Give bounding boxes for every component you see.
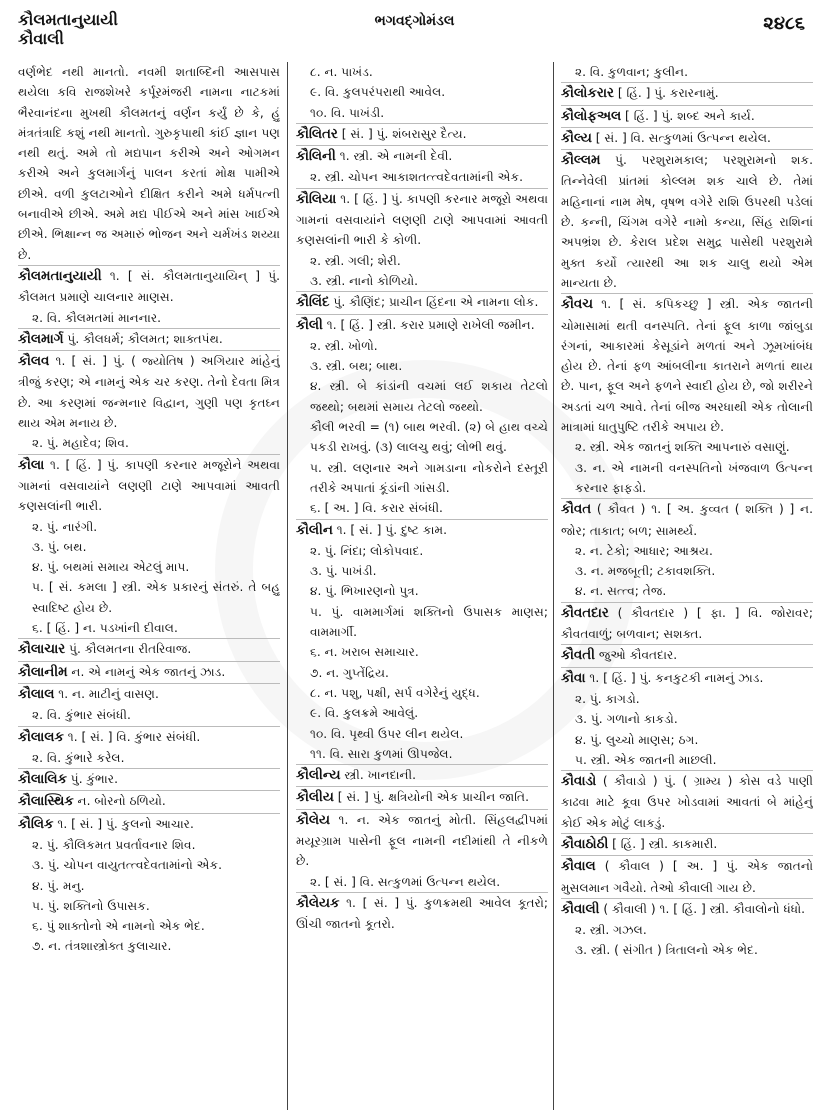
sense-line: ૪. પું. લુચ્ચો માણસ; ઠગ.: [575, 732, 699, 747]
column-1: [18, 62, 280, 1112]
dictionary-entry: [296, 519, 548, 541]
dictionary-entry: [18, 813, 280, 835]
guide-last-word: કૌવાલી: [18, 29, 64, 48]
headword: કૌવાલી: [561, 901, 600, 917]
headword: કૌલવ: [18, 354, 50, 370]
headword: કૌલિંદ: [296, 295, 330, 311]
definition-text: [ સં. ] પું. ક્ષત્રિયોની એક પ્રાચીન જાતિ.: [333, 790, 529, 805]
sense-line: ૧૦. વિ. પાખંડી.: [310, 105, 385, 120]
dictionary-entry: [296, 764, 548, 786]
dictionary-entry: [561, 602, 813, 645]
definition-text: ન. બોરનો ઠળિયો.: [73, 794, 166, 809]
sense-line: ૯. વિ. કુલક્રમે આવેલું.: [310, 706, 419, 721]
headword: કૌલોફઅલ: [561, 108, 622, 124]
definition-text: ( કૌવાડો ) પું. ( ગ્રામ્ય ) કોસ વડે પાણી કાઢવા માટે કૂવા ઉપર ખોડવામાં આવતાં બે માંહેનું કોઈ એક મોટું લાકડું.: [561, 774, 813, 830]
sense-line: ૫. પું. શક્તિનો ઉપાસક.: [32, 898, 150, 913]
definition-text: સ્ત્રી. ખાનદાની.: [340, 768, 416, 783]
dictionary-entry: [561, 105, 813, 127]
sense-line: ૫. [ સં. કમલા ] સ્ત્રી. એક પ્રકારનું સંતરું. તે બહુ સ્વાદિષ્ટ હોય છે.: [32, 580, 280, 615]
dictionary-columns: [18, 62, 813, 1112]
definition-text: [ હિં. ] પું. કરારનામું.: [613, 86, 719, 101]
dictionary-entry: [296, 809, 548, 872]
sense-line: કૌલી ભરવી = (૧) બાથ ભરવી. (૨) બે હાથ વચ્ચે પકડી રાખવું. (૩) લાલચુ થવું; લોભી થવું.: [310, 420, 548, 455]
headword: કૌલીન્ય: [296, 768, 341, 784]
definition-text: જુઓ કૌવતદાર.: [594, 648, 678, 663]
sense-line: ૬. [ અ. ] વિ. કરાર સંબંધી.: [310, 501, 443, 516]
definition-text: ૧. [ સં. ] પું. કુલનો આચાર.: [53, 816, 194, 831]
headword: કૌલાચાર: [18, 642, 66, 658]
headword: કૌલોકરાર: [561, 86, 614, 102]
headword: કૌવત: [561, 502, 592, 518]
sense-line: ૧૧. વિ. સારા કુળમાં ઊપજેલ.: [310, 746, 453, 761]
sense-line: ૫. પું. વામમાર્ગમાં શક્તિનો ઉપાસક માણસ; વામમાર્ગી.: [310, 604, 548, 640]
sense-line: ૨. સ્ત્રી. ગઝલ.: [575, 923, 647, 938]
definition-text: ૧. સ્ત્રી. એ નામની દેવી.: [335, 149, 453, 164]
definition-text: ( કૌવાલી ) ૧. [ હિં. ] સ્ત્રી. કૌવાલોનો ધંધો.: [599, 901, 806, 916]
sense-line: ૪. પું. મનુ.: [32, 878, 85, 893]
definition-text: ૧. [ સં. ] પું. દુષ્ટ કામ.: [332, 522, 447, 537]
definition-text: ૧. ન. માટીનું વાસણ.: [54, 686, 159, 701]
guide-first-word: કૌલમતાનુયાયી: [18, 10, 118, 29]
definition-text: ૧. [ સં. ] પું. કુળક્રમથી આવેલ કૂતરો; ઊંચી જાતનો કૂતરો.: [296, 895, 548, 932]
sense-line: ૬. [ હિં. ] ન. પડખાંની દીવાલ.: [32, 621, 178, 636]
dictionary-entry: [296, 892, 548, 935]
sense-line: ૩. ન. એ નામની વનસ્પતિનો ખંજવાળ ઉત્પન્ન કરનાર ફાફડો.: [575, 460, 813, 495]
dictionary-entry: [296, 314, 548, 336]
definition-text: ( કૌવત ) ૧. [ અ. કુવ્વત ( શક્તિ ) ] ન. જોર; તાકાત; બળ; સામર્થ્ય.: [561, 502, 813, 538]
headword: કૌવાડો: [561, 774, 597, 790]
definition-text: [ સં. ] પું. શંબરાસુર દૈત્ય.: [337, 126, 467, 141]
dictionary-entry: [18, 350, 280, 433]
dictionary-entry: [18, 454, 280, 517]
headword: કૌલાનીમ: [18, 664, 68, 680]
sense-line: ૪. પું. ભિખારણનો પુત્ર.: [310, 584, 419, 599]
sense-line: ૩. પું. બથ.: [32, 539, 87, 554]
dictionary-entry: [561, 667, 813, 689]
dictionary-entry: [18, 768, 280, 790]
headword: કૌલાસ્થિક: [18, 794, 74, 810]
dictionary-entry: [18, 790, 280, 812]
sense-line: ૪. સ્ત્રી. બે કાંડાંની વચમાં લઈ શકાય તેટલો જથ્થો; બથમાં સમાય તેટલો જથ્થો.: [310, 379, 548, 414]
headword: કૌલેયક: [296, 895, 340, 911]
sense-line: ૨. વિ. કુળવાન; કુલીન.: [575, 65, 689, 79]
headword: કૌલીય: [296, 790, 334, 806]
sense-line: ૨. પું. મહાદેવ; શિવ.: [32, 436, 129, 451]
continued-text: વર્ણભેદ નથી માનતો. નવમી શતાબ્દિની આસપાસ થયેલા કવિ રાજશેખરે કર્પૂરમંજરી નામના નાટકમાં ભૈરવાનંદના મુખથી કૌલમતનું વર્ણન કર્યું છે કે, હું મંત્રતંત્રાદિ કશું નથી માનતો. ગુરુકૃપાથી કાંઈ જ્ઞાન પણ નથી થતું. અમે તો મદ્યપાન કરીએ અને ઓગમન કરીએ અને કુલમાર્ગનું પાલન કરતાં મોક્ષ પામીએ છીએ. વળી કુલટાઓને દીક્ષિત કરીને અમે ધર્મપત્ની બનાવીએ છીએ. અમે મદ્ય પીઈએ અને માંસ ખાઈએ છીએ. ભિક્ષાન્ન જ અમારું ભોજન અને ચર્મખંડ શય્યા છે.: [18, 65, 280, 262]
headword: કૌલાલિક: [18, 772, 67, 788]
headword: કૌલિતર: [296, 126, 338, 142]
dictionary-entry: [18, 638, 280, 660]
definition-text: ૧. ન. એક જાતનું મોતી. સિંહલદ્વીપમાં મયૂરગ્રામ પાસેની ફૂલ નામની નદીમાંથી તે નીકળે છે.: [296, 812, 548, 869]
dictionary-entry: [18, 661, 280, 683]
sense-line: ૨. વિ. કૌલમતમાં માનનાર.: [32, 310, 162, 325]
sense-line: ૧૦. વિ. પૃથ્વી ઉપર લીન થયેલ.: [310, 726, 464, 741]
sense-line: ૩. પું. પાખંડી.: [310, 564, 377, 579]
sense-line: ૩. પું. ગળાનો કાકડો.: [575, 712, 678, 727]
column-3: [561, 62, 813, 1112]
dictionary-entry: [561, 770, 813, 833]
sense-line: ૪. ન. સત્ત્વ; તેજ.: [575, 584, 667, 599]
dictionary-entry: [561, 898, 813, 920]
sense-line: ૨. પું. કૌલિકમત પ્રવર્તાવનાર શિવ.: [32, 837, 196, 852]
sense-line: ૬. ન. ખરાબ સમાચાર.: [310, 645, 419, 660]
sense-line: ૨. પું. કાગડો.: [575, 691, 640, 706]
sense-line: ૨. સ્ત્રી. ગલી; શેરી.: [310, 253, 401, 268]
definition-text: પું. કૌલમતના રીતરિવાજ.: [65, 642, 192, 657]
definition-text: ૧. [ સં. કપિકચ્છુ ] સ્ત્રી. એક જાતની ચોમાસામાં થતી વનસ્પતિ. તેનાં ફૂલ કાળા જાંબુડા રંગનાં, આકારમાં કેસૂડાંને મળતાં અને ઝૂમખાંબંધ હોય છે. તેનાં ફળ આંબલીના કાતરાને મળતાં થાય છે. પાન, ફૂલ અને ફળને સ્વાદી હોય છે, જો શરીરને અડતાં ચળ આવે. તેનાં બીજ અરધાથી એક તોલાની માત્રામાં ધાતુપુષ્ટિ તરીકે અપાય છે.: [561, 297, 813, 435]
sense-line: ૫. સ્ત્રી. એક જાતની માછલી.: [575, 752, 717, 767]
sense-line: ૩. પું. ચોપન વાયુતત્ત્વદેવતામાંનો એક.: [32, 858, 223, 873]
headword: કૌવતદાર: [561, 605, 609, 621]
dictionary-entry: [561, 833, 813, 855]
definition-text: ૧. [ સં. કૌલમતાનુયાયિન્ ] પું. કૌલમત પ્રમાણે ચાલનાર માણસ.: [18, 268, 280, 305]
sense-line: ૨. વિ. કુંભારે કરેલ.: [32, 750, 125, 765]
sense-line: ૩. સ્ત્રી. ( સંગીત ) ત્રિતાલનો એક ભેદ.: [575, 943, 758, 958]
definition-text: ૧. [ હિં. ] પું. કનકુટકી નામનું ઝાડ.: [585, 670, 764, 685]
definition-text: પું. કુંભાર.: [66, 772, 118, 787]
dictionary-entry: [561, 82, 813, 104]
headword: કૌલમાર્ગ: [18, 331, 64, 347]
headword: કૌલિની: [296, 149, 336, 165]
definition-text: પું. કૌણિંદ; પ્રાચીન હિંદના એ નામના લોક.: [329, 295, 539, 310]
dictionary-entry: [296, 145, 548, 167]
sense-line: ૨. પું. નિંદા; લોકોપવાદ.: [310, 543, 424, 558]
dictionary-entry: [296, 291, 548, 313]
sense-line: ૭. ન. તંત્રશાસ્ત્રોક્ત કુલાચાર.: [32, 939, 172, 954]
definition-text: ૧. [ સં. ] વિ. કુંભાર સંબંધી.: [63, 729, 201, 744]
sense-line: ૫. સ્ત્રી. લણનાર અને ગામડાના નોકરોને દસ્તૂરી તરીકે અપાતાં કૂંડાંની ગાંસડી.: [310, 460, 548, 495]
definition-text: ( કૌવતદાર ) [ ફા. ] વિ. જોરાવર; કૌવતવાળું; બળવાન; સશક્ત.: [561, 605, 813, 642]
sense-line: ૨. સ્ત્રી. ખોળો.: [310, 338, 378, 353]
sense-line: ૩. ન. મજબૂતી; ટકાવશક્તિ.: [575, 564, 716, 579]
definition-text: ૧. [ હિં. ] સ્ત્રી. કરાર પ્રમાણે રાખેલી જમીન.: [322, 317, 535, 332]
headword: કૌલ્ય: [561, 130, 592, 146]
sense-line: ૨. વિ. કુંભાર સંબંધી.: [32, 708, 131, 723]
sense-line: ૨. સ્ત્રી. ચોપન આકાશતત્ત્વદેવતામાંની એક.: [310, 170, 523, 185]
page-number: ૨૪૮૬: [763, 13, 805, 34]
page-title: ભગવદ્ગોમંડલ: [374, 13, 455, 29]
headword: કૌલા: [18, 457, 45, 473]
definition-text: ૧. [ હિં. ] પું. કાપણી કરનાર મજૂરોને અથવા ગામનાં વસવાયાંને લણણી ટાણે આપવામાં આવતી કણસલાંની ભારી.: [18, 457, 280, 514]
definition-text: ૧. [ હિં. ] પું. કાપણી કરનાર મજૂરો અથવા ગામનાં વસવાયાંને લણણી ટાણે આપવામાં આવતી કણસલાંની ભારી કે કોળી.: [296, 191, 548, 248]
headword: કૌલાલક: [18, 729, 64, 745]
headword: કૌવાઠોઠી: [561, 836, 609, 852]
dictionary-entry: [18, 726, 280, 748]
headword: કૌલિયા: [296, 191, 337, 207]
headword: કૌવાલ: [561, 859, 596, 875]
headword: કૌલમતાનુયાયી: [18, 268, 102, 284]
headword: કૌલીન: [296, 522, 333, 538]
dictionary-entry: [296, 188, 548, 251]
sense-line: ૨. પું. નારંગી.: [32, 519, 98, 534]
headword: કૌલ્લમ: [561, 153, 601, 169]
dictionary-entry: [561, 293, 813, 437]
dictionary-entry: [296, 123, 548, 145]
definition-text: પું. કૌલધર્મ; કૌલમત; શાક્તપંથ.: [63, 331, 223, 346]
definition-text: ન. એ નામનું એક જાતનું ઝાડ.: [67, 664, 226, 679]
definition-text: ૧. [ સં. ] પું. ( જ્યોતિષ ) અગિયાર માંહેનું ત્રીજું કરણ; એ નામનું એક ચર કરણ. તેનો દેવતા મિત્ર છે. આ કરણમાં જન્મનાર વિદ્વાન, ગુણી પણ કૃતઘ્ન થાય એમ મનાય છે.: [18, 354, 280, 431]
headword: કૌલી: [296, 317, 323, 333]
headword: કૌવચ: [561, 297, 593, 313]
sense-line: ૨. સ્ત્રી. એક જાતનું શક્તિ આપનારું વસાણું.: [575, 440, 790, 455]
dictionary-entry: [18, 265, 280, 308]
sense-line: ૮. ન. પશુ, પક્ષી, સર્પ વગેરેનું યુદ્ધ.: [310, 685, 480, 700]
headword: કૌવા: [561, 670, 586, 686]
definition-text: પું. પરશુરામકાલ; પરશુરામનો શક. તિન્નેવેલી પ્રાંતમાં કોલ્લમ શક ચાલે છે. તેમાં મહિનાનાં નામ મેષ, વૃષભ વગેરે રાશિ ઉપરથી પડેલાં છે. કન્ની, ચિંગમ વગેરે નામો કન્યા, સિંહ રાશિનાં અપભ્રંશ છે. કેરાલ પ્રદેશ સમુદ્ર પાસેથી પરશુરામે મુક્ત કર્યો ત્યારથી આ શક ચાલુ થયો એમ માન્યતા છે.: [561, 153, 813, 290]
sense-line: ૯. વિ. કુલપરંપરાથી આવેલ.: [310, 85, 446, 100]
dictionary-entry: [296, 786, 548, 808]
dictionary-entry: [561, 644, 813, 666]
sense-line: ૪. પું. બથમાં સમાય એટલું માપ.: [32, 560, 190, 575]
dictionary-entry: [18, 683, 280, 705]
definition-text: [ હિં. ] સ્ત્રી. કાકમારી.: [608, 836, 718, 851]
headword: કૌલિક: [18, 816, 54, 832]
sense-line: ૮. ન. પાખંડ.: [310, 65, 373, 79]
sense-line: ૩. સ્ત્રી. નાનો કોળિયો.: [310, 273, 418, 288]
dictionary-entry: [561, 855, 813, 898]
dictionary-entry: [18, 328, 280, 350]
dictionary-entry: [561, 149, 813, 293]
page-header: [18, 10, 811, 58]
headword: કૌલેય: [296, 812, 330, 828]
definition-text: [ સં. ] વિ. સત્કુળમાં ઉત્પન્ન થયેલ.: [591, 130, 771, 145]
headword: કૌલાલ: [18, 686, 55, 702]
sense-line: ૬. પું શાક્તોનો એ નામનો એક ભેદ.: [32, 919, 205, 934]
column-2: [296, 62, 548, 1112]
headword: કૌવતી: [561, 648, 595, 664]
sense-line: ૭. ન. ગુપ્તેંદ્રિય.: [310, 665, 389, 680]
sense-line: ૨. [ સં. ] વિ. સત્કુળમાં ઉત્પન્ન થયેલ.: [310, 874, 501, 889]
dictionary-entry: [561, 127, 813, 149]
dictionary-entry: [561, 498, 813, 541]
definition-text: [ હિં. ] પું. શબ્દ અને કાર્ય.: [621, 108, 755, 123]
sense-line: ૩. સ્ત્રી. બથ; બાથ.: [310, 359, 403, 374]
sense-line: ૨. ન. ટેકો; આધાર; આશ્રય.: [575, 543, 713, 558]
definition-text: ( કૌવાલ ) [ અ. ] પું. એક જાતનો મુસલમાન ગવૈયો. તેઓ કૌવાલી ગાય છે.: [561, 859, 813, 895]
